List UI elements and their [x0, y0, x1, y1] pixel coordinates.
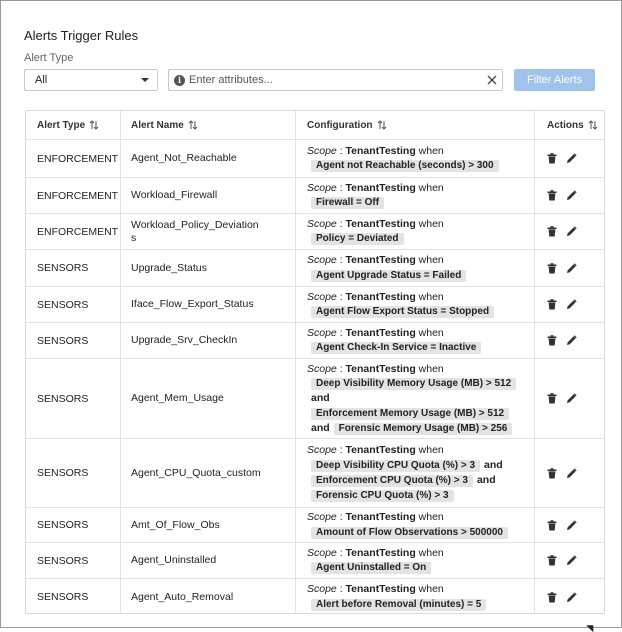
configuration-cell — [296, 214, 535, 249]
actions-cell — [535, 543, 604, 578]
column-header-label: Configuration — [307, 119, 373, 131]
alert-name-value: Agent_Not_Reachable — [131, 152, 237, 164]
condition-line — [307, 458, 507, 473]
alert-type-selected: All — [35, 74, 48, 86]
table-row — [26, 543, 604, 579]
alert-name-cell — [121, 287, 296, 322]
sort-icon[interactable] — [89, 120, 99, 130]
scope-label: Scope — [307, 362, 337, 375]
trash-icon[interactable] — [547, 190, 557, 201]
column-header-label: Alert Name — [131, 119, 184, 131]
trash-icon[interactable] — [547, 153, 557, 164]
configuration-scope-line: Scope : TenantTesting when — [307, 254, 444, 267]
alert-type-value: SENSORS — [37, 591, 89, 603]
pencil-icon[interactable] — [566, 153, 577, 164]
sort-icon[interactable] — [377, 120, 387, 130]
trash-icon[interactable] — [547, 555, 557, 566]
alert-name-cell — [121, 140, 296, 177]
alert-type-value: SENSORS — [37, 334, 89, 347]
configuration — [307, 510, 508, 540]
close-icon[interactable] — [486, 74, 498, 86]
configuration-scope-line: Scope : TenantTesting when — [307, 511, 444, 524]
column-header[interactable] — [121, 111, 296, 139]
condition-line — [307, 525, 508, 540]
condition-chip: Amount of Flow Observations > 500000 — [311, 527, 508, 539]
sort-icon[interactable] — [188, 120, 198, 130]
scope-value: TenantTesting — [345, 254, 416, 267]
condition-line — [307, 195, 444, 210]
scope-label: Scope — [307, 290, 337, 303]
pencil-icon[interactable] — [566, 190, 577, 201]
scope-value: TenantTesting — [345, 546, 416, 559]
configuration — [307, 290, 494, 320]
trash-icon[interactable] — [547, 299, 557, 310]
condition-line — [307, 231, 444, 246]
sort-icon[interactable] — [588, 120, 598, 130]
alert-type-value: ENFORCEMENT — [37, 152, 119, 165]
alert-type-cell — [26, 579, 121, 614]
scope-value: TenantTesting — [345, 144, 416, 157]
alert-name-value: Agent_CPU_Quota_custom — [131, 466, 261, 479]
actions-cell — [535, 214, 604, 249]
configuration-cell — [296, 579, 535, 614]
actions-cell — [535, 178, 604, 213]
pencil-icon[interactable] — [566, 592, 577, 603]
filter-alerts-button[interactable]: Filter Alerts — [514, 69, 595, 91]
condition-chip: Agent Flow Export Status = Stopped — [311, 306, 494, 318]
alert-type-cell — [26, 178, 121, 213]
condition-line — [307, 421, 516, 436]
table-row — [26, 439, 604, 508]
alert-rules-table — [25, 110, 605, 614]
actions-cell — [535, 508, 604, 542]
alert-type-cell — [26, 323, 121, 358]
configuration-scope-line: Scope : TenantTesting when — [307, 546, 444, 559]
when-label: when — [418, 444, 444, 457]
alert-name-cell — [121, 439, 296, 507]
pencil-icon[interactable] — [566, 226, 577, 237]
configuration-cell — [296, 359, 535, 438]
scope-label: Scope — [307, 181, 337, 194]
and-label: and — [484, 458, 503, 471]
pencil-icon[interactable] — [566, 335, 577, 346]
pencil-icon[interactable] — [566, 263, 577, 274]
trash-icon[interactable] — [547, 335, 557, 346]
trash-icon[interactable] — [547, 263, 557, 274]
configuration — [307, 362, 516, 436]
scope-value: TenantTesting — [345, 181, 416, 194]
alert-type-select[interactable] — [24, 69, 158, 91]
scope-label: Scope — [307, 326, 337, 339]
and-label: and — [476, 473, 496, 486]
scope-value: TenantTesting — [345, 290, 416, 303]
configuration — [307, 546, 444, 576]
alert-type-cell — [26, 214, 121, 249]
condition-chip: Deep Visibility Memory Usage (MB) > 512 — [311, 378, 516, 390]
configuration-scope-line: Scope : TenantTesting when — [307, 290, 444, 303]
trash-icon[interactable] — [547, 226, 557, 237]
when-label: when — [418, 546, 444, 559]
actions-cell — [535, 439, 604, 507]
table-row — [26, 323, 604, 359]
alert-type-value: SENSORS — [37, 262, 89, 274]
configuration-scope-line: Scope : TenantTesting when — [307, 181, 444, 194]
when-label: when — [418, 362, 444, 375]
actions-cell — [535, 287, 604, 322]
condition-line — [307, 268, 466, 283]
table-row — [26, 214, 604, 250]
condition-chip: Policy = Deviated — [311, 233, 404, 245]
when-label: when — [418, 144, 444, 157]
table-row — [26, 508, 604, 543]
table-row — [26, 178, 604, 214]
column-header-label: Actions — [547, 119, 584, 131]
column-header[interactable] — [26, 111, 121, 139]
when-label: when — [418, 290, 444, 303]
configuration-scope-line: Scope : TenantTesting when — [307, 583, 444, 596]
configuration — [307, 582, 486, 612]
alert-name-cell — [121, 359, 296, 438]
configuration — [307, 181, 444, 211]
pencil-icon[interactable] — [566, 520, 577, 531]
alert-type-cell — [26, 287, 121, 322]
alert-name-value: Workload_Policy_Deviations — [131, 218, 259, 244]
and-label: and — [311, 392, 330, 404]
alert-name-value: Upgrade_Srv_CheckIn — [131, 334, 238, 346]
condition-line — [307, 488, 507, 503]
condition-chip: Alert before Removal (minutes) = 5 — [311, 599, 486, 611]
page-title: Alerts Trigger Rules — [24, 28, 139, 43]
condition-chip: Enforcement Memory Usage (MB) > 512 — [311, 408, 509, 420]
attribute-filter-input[interactable] — [189, 72, 479, 88]
condition-line — [307, 340, 481, 355]
scope-label: Scope — [307, 511, 337, 524]
alert-name-value: Iface_Flow_Export_Status — [131, 298, 254, 310]
alert-name-cell — [121, 214, 296, 249]
alert-name-value: Workload_Firewall — [131, 189, 218, 201]
configuration — [307, 443, 507, 503]
alert-type-value: SENSORS — [37, 519, 89, 531]
configuration — [307, 253, 466, 283]
alert-type-cell — [26, 359, 121, 438]
configuration — [307, 217, 444, 247]
trash-icon[interactable] — [547, 520, 557, 531]
mouse-cursor-icon — [586, 622, 597, 632]
column-header-label: Alert Type — [37, 119, 86, 131]
trash-icon[interactable] — [547, 592, 557, 603]
alert-name-value: Agent_Mem_Usage — [131, 392, 224, 404]
configuration — [307, 326, 481, 356]
when-label: when — [418, 217, 444, 230]
configuration-cell — [296, 323, 535, 358]
scope-value: TenantTesting — [345, 583, 416, 596]
table-row — [26, 250, 604, 287]
condition-line — [307, 473, 507, 488]
condition-line — [307, 406, 516, 421]
configuration-cell — [296, 287, 535, 322]
table-row — [26, 359, 604, 439]
configuration-scope-line: Scope : TenantTesting when — [307, 217, 444, 230]
pencil-icon[interactable] — [566, 468, 577, 479]
condition-chip: Forensic CPU Quota (%) > 3 — [311, 490, 454, 502]
table-header — [26, 111, 604, 140]
condition-chip: Enforcement CPU Quota (%) > 3 — [311, 475, 473, 487]
scope-value: TenantTesting — [345, 217, 416, 230]
alert-type-label: Alert Type — [24, 52, 74, 64]
actions-cell — [535, 140, 604, 177]
alert-type-value: ENFORCEMENT — [37, 225, 119, 238]
scope-value: TenantTesting — [345, 511, 416, 524]
chevron-down-icon — [141, 78, 149, 82]
alert-name-cell — [121, 508, 296, 542]
configuration — [307, 144, 499, 174]
alert-name-value: Agent_Uninstalled — [131, 554, 217, 566]
alert-type-cell — [26, 250, 121, 286]
scope-value: TenantTesting — [345, 362, 416, 375]
alert-type-cell — [26, 543, 121, 578]
scope-label: Scope — [307, 144, 337, 157]
when-label: when — [418, 181, 444, 194]
alert-name-value: Agent_Auto_Removal — [131, 590, 234, 603]
actions-cell — [535, 579, 604, 614]
configuration-cell — [296, 178, 535, 213]
alert-type-cell — [26, 439, 121, 507]
alert-type-value: SENSORS — [37, 298, 89, 311]
column-header[interactable] — [535, 111, 604, 139]
condition-chip: Forensic Memory Usage (MB) > 256 — [334, 423, 513, 435]
condition-chip: Deep Visibility CPU Quota (%) > 3 — [311, 460, 480, 472]
scope-label: Scope — [307, 583, 337, 596]
scope-value: TenantTesting — [345, 444, 416, 457]
alert-type-cell — [26, 140, 121, 177]
condition-chip: Agent Check-In Service = Inactive — [311, 342, 481, 354]
scope-value: TenantTesting — [345, 326, 416, 339]
alert-name-value: Amt_Of_Flow_Obs — [131, 518, 220, 531]
condition-chip: Agent not Reachable (seconds) > 300 — [311, 160, 499, 172]
alert-name-cell — [121, 250, 296, 286]
scope-label: Scope — [307, 444, 337, 457]
condition-line — [307, 376, 516, 391]
attribute-filter — [168, 69, 503, 91]
pencil-icon[interactable] — [566, 299, 577, 310]
when-label: when — [418, 254, 444, 267]
alert-name-value: Upgrade_Status — [131, 261, 207, 274]
configuration-cell — [296, 508, 535, 542]
scope-label: Scope — [307, 254, 337, 267]
alert-name-cell — [121, 579, 296, 614]
and-label: and — [311, 421, 330, 434]
alert-name-cell — [121, 543, 296, 578]
when-label: when — [418, 326, 444, 339]
alert-type-value: SENSORS — [37, 392, 89, 405]
alert-type-value: SENSORS — [37, 554, 89, 567]
configuration-scope-line: Scope : TenantTesting when — [307, 326, 444, 339]
configuration-cell — [296, 250, 535, 286]
table-row — [26, 287, 604, 323]
condition-chip: Agent Upgrade Status = Failed — [311, 270, 466, 282]
scope-label: Scope — [307, 546, 337, 559]
trash-icon[interactable] — [547, 468, 557, 479]
alert-type-value: ENFORCEMENT — [37, 189, 119, 202]
when-label: when — [418, 511, 444, 524]
alert-name-cell — [121, 323, 296, 358]
when-label: when — [418, 583, 444, 596]
alert-type-value: SENSORS — [37, 467, 89, 479]
scope-label: Scope — [307, 217, 337, 230]
configuration-cell — [296, 140, 535, 177]
configuration-cell — [296, 439, 535, 507]
actions-cell — [535, 250, 604, 286]
info-icon[interactable]: i — [174, 75, 185, 86]
condition-line — [307, 304, 494, 319]
configuration-scope-line: Scope : TenantTesting when — [307, 144, 444, 157]
condition-line — [307, 391, 516, 406]
trash-icon[interactable] — [547, 393, 557, 404]
alert-type-cell — [26, 508, 121, 542]
pencil-icon[interactable] — [566, 393, 577, 404]
table-row — [26, 579, 604, 614]
condition-line — [307, 597, 486, 612]
condition-line — [307, 560, 444, 575]
condition-chip: Agent Uninstalled = On — [311, 562, 431, 574]
configuration-cell — [296, 543, 535, 578]
column-header[interactable] — [296, 111, 535, 139]
actions-cell — [535, 359, 604, 438]
alert-name-cell — [121, 178, 296, 213]
condition-chip: Firewall = Off — [311, 197, 384, 209]
actions-cell — [535, 323, 604, 358]
pencil-icon[interactable] — [566, 555, 577, 566]
table-row — [26, 140, 604, 178]
configuration-scope-line: Scope : TenantTesting when — [307, 362, 444, 375]
configuration-scope-line: Scope : TenantTesting when — [307, 444, 444, 457]
condition-line — [307, 158, 499, 173]
